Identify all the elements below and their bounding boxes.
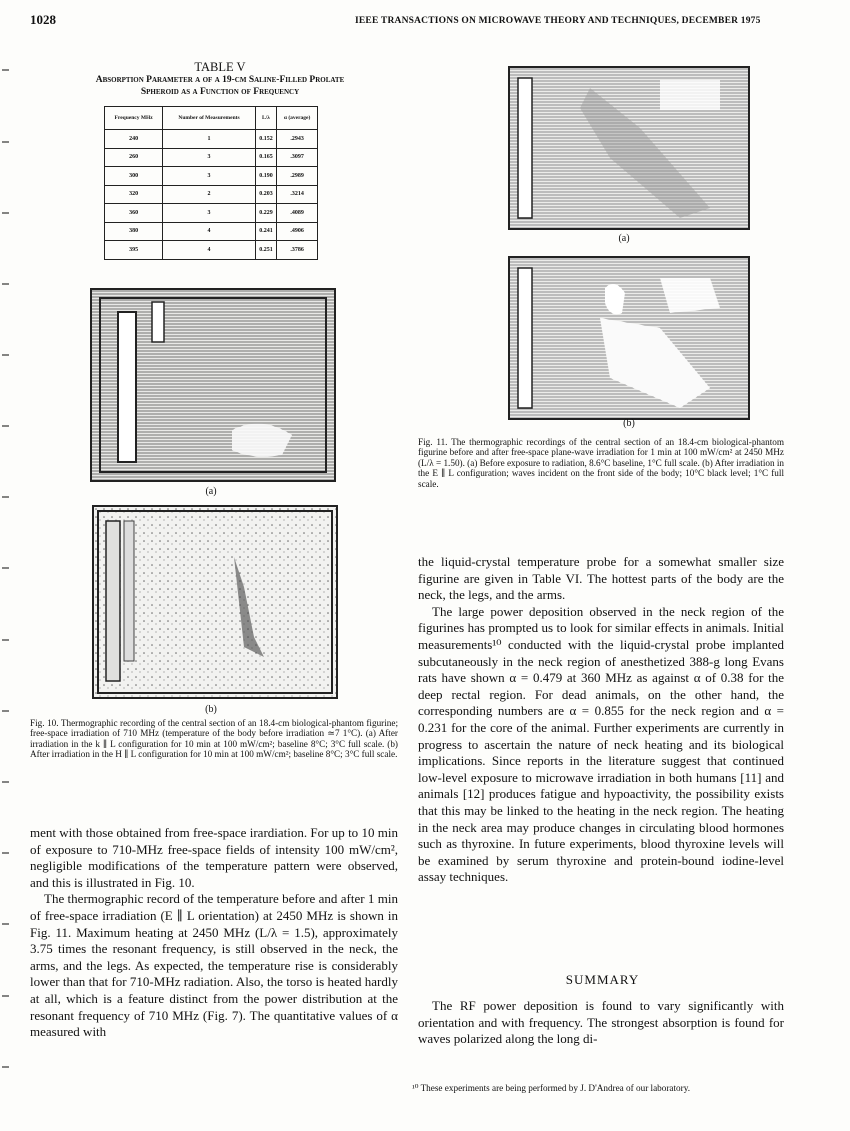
thermogram-fig10a-image	[92, 290, 334, 480]
cell: 240	[105, 130, 163, 149]
header-frequency: Frequency MHz	[105, 107, 163, 130]
cell: 4	[163, 241, 255, 260]
header-alpha: α (average)	[277, 107, 318, 130]
cell: 360	[105, 204, 163, 223]
fig11b-label: (b)	[623, 418, 635, 429]
table-caption-line2: Spheroid as a Function of Frequency	[140, 87, 300, 97]
header-l-lambda: L/λ	[255, 107, 277, 130]
cell: 0.241	[255, 222, 277, 241]
cell: .3214	[277, 185, 318, 204]
cell: 3	[163, 167, 255, 186]
fig11-caption: Fig. 11. The thermographic recordings of the central section of an 18.4-cm biological-phantom figurine before and after free-space plane-wave irradiation for 1 min at 100 mW/cm² at 2450 MHz (L/λ = 1.50). (a) Before exposure to radiation, 8.6°C baseline, 1°C full scale. (b) After irradiation in the E ∥ L configuration; waves incident on the front side of the body; 10°C black level; 1°C full scale.	[418, 437, 785, 489]
table-row	[105, 204, 318, 223]
cell: 320	[105, 185, 163, 204]
thermogram-fig11a	[508, 66, 750, 230]
table-caption-line1: Absorption Parameter α of a 19-cm Saline-Filled Prolate	[95, 75, 345, 85]
cell: .3786	[277, 241, 318, 260]
table-row	[105, 241, 318, 260]
thermogram-fig11b-image	[510, 258, 748, 418]
right-column-text	[418, 554, 784, 886]
running-header: IEEE TRANSACTIONS ON MICROWAVE THEORY AND TECHNIQUES, DECEMBER 1975	[355, 16, 761, 26]
thermogram-fig10b	[92, 505, 338, 699]
table-title: TABLE V	[194, 60, 246, 74]
fig10-caption: Fig. 10. Thermographic recording of the central section of an 18.4-cm biological-phantom figurine; free-space irradiation of 710 MHz (temperature of the body before irradiation ≃7 1°C). (a) After irradiation in the k ∥ L configuration for 10 min at 100 mW/cm²; baseline 8°C; 3°C full scale. (b) After irradiation in the H ∥ L configuration for 10 min at 100 mW/cm²; baseline 8°C; 3°C full scale.	[30, 718, 398, 760]
summary-text	[418, 998, 784, 1048]
table-header-row	[105, 107, 318, 130]
absorption-table	[104, 106, 318, 260]
cell: .2989	[277, 167, 318, 186]
cell: 2	[163, 185, 255, 204]
right-paragraph-2: The large power deposition observed in the neck region of the figurines has prompted us to look for similar effects in animals. Initial measurements¹⁰ conducted with the liquid-crystal probe implanted subcutaneously in the neck region of anesthetized 388-g long Evans rats have shown α = 0.479 at 360 MHz as against α of 0.38 for the deep rectal region. For dead animals, on the other hand, the corresponding numbers are α = 0.855 for the neck region and α = 0.231 for the core of the animal. Further experiments are currently in progress to ascertain the nature of neck heating and its biological implications. Since reports in the literature suggest that continued low-level exposure to microwave irradiation in both humans [11] and animals [12] produces fatigue and hypoactivity, the possibility exists that this may be linked to the heating in the neck region. The heating in the neck area may produce changes in circulating blood hormones such as thyroxine. In future experiments, blood thyroxine levels will be examined by serum thyroxine and protein-bound iodine-level assay techniques.	[418, 603, 784, 885]
cell: 0.165	[255, 148, 277, 167]
cell: 1	[163, 130, 255, 149]
cell: .4906	[277, 222, 318, 241]
fig10a-label: (a)	[205, 486, 217, 497]
table-row	[105, 148, 318, 167]
summary-paragraph: The RF power deposition is found to vary significantly with orientation and with frequency. The strongest absorption is found for waves polarized along the long di-	[418, 998, 784, 1047]
cell: 0.190	[255, 167, 277, 186]
cell: 395	[105, 241, 163, 260]
cell: .3097	[277, 148, 318, 167]
cell: 0.251	[255, 241, 277, 260]
table-row	[105, 185, 318, 204]
thermogram-fig11b	[508, 256, 750, 420]
page-number: 1028	[30, 12, 56, 27]
margin-marks	[0, 0, 12, 1131]
cell: 3	[163, 204, 255, 223]
left-paragraph-1: ment with those obtained from free-space irardiation. For up to 10 min of exposure to 710-MHz free-space fields of intensity 100 mW/cm², negligible modifications of the temperature pattern were observed, and this is illustrated in Fig. 10.	[30, 825, 398, 890]
thermogram-fig10b-image	[94, 507, 336, 697]
cell: 300	[105, 167, 163, 186]
thermogram-fig11a-image	[510, 68, 748, 228]
cell: 260	[105, 148, 163, 167]
header-measurements: Number of Measurements	[163, 107, 255, 130]
table-row	[105, 130, 318, 149]
table-heading	[30, 60, 410, 98]
table-row	[105, 167, 318, 186]
table-row	[105, 222, 318, 241]
cell: 0.152	[255, 130, 277, 149]
cell: 0.203	[255, 185, 277, 204]
section-heading: SUMMARY	[565, 972, 640, 987]
cell: 4	[163, 222, 255, 241]
footnote: ¹⁰ These experiments are being performed by J. D'Andrea of our laboratory.	[412, 1083, 691, 1093]
cell: 380	[105, 222, 163, 241]
cell: .2943	[277, 130, 318, 149]
thermogram-fig10a	[90, 288, 336, 482]
fig11a-label: (a)	[618, 233, 630, 244]
cell: 0.229	[255, 204, 277, 223]
cell: .4089	[277, 204, 318, 223]
fig10b-label: (b)	[205, 704, 217, 715]
left-column-text	[30, 825, 398, 1041]
left-paragraph-2: The thermographic record of the temperature before and after 1 min of free-space irradiation (E ∥ L orientation) at 2450 MHz is shown in Fig. 11. Maximum heating at 2450 MHz (L/λ = 1.5), approximately 3.75 times the resonant frequency, is still observed in the neck, the arms, and the legs. As expected, the temperature rise is considerably lower than that for 710-MHz radiation. Also, the torso is heated hardly at all, which is a feature distinct from the power distribution at the resonant frequency of 710 MHz (Fig. 7). The quantitative values of α measured with	[30, 891, 398, 1040]
right-paragraph-1: the liquid-crystal temperature probe for a somewhat smaller size figurine are given in Table VI. The hottest parts of the body are the neck, the legs, and the arms.	[418, 554, 784, 603]
cell: 3	[163, 148, 255, 167]
